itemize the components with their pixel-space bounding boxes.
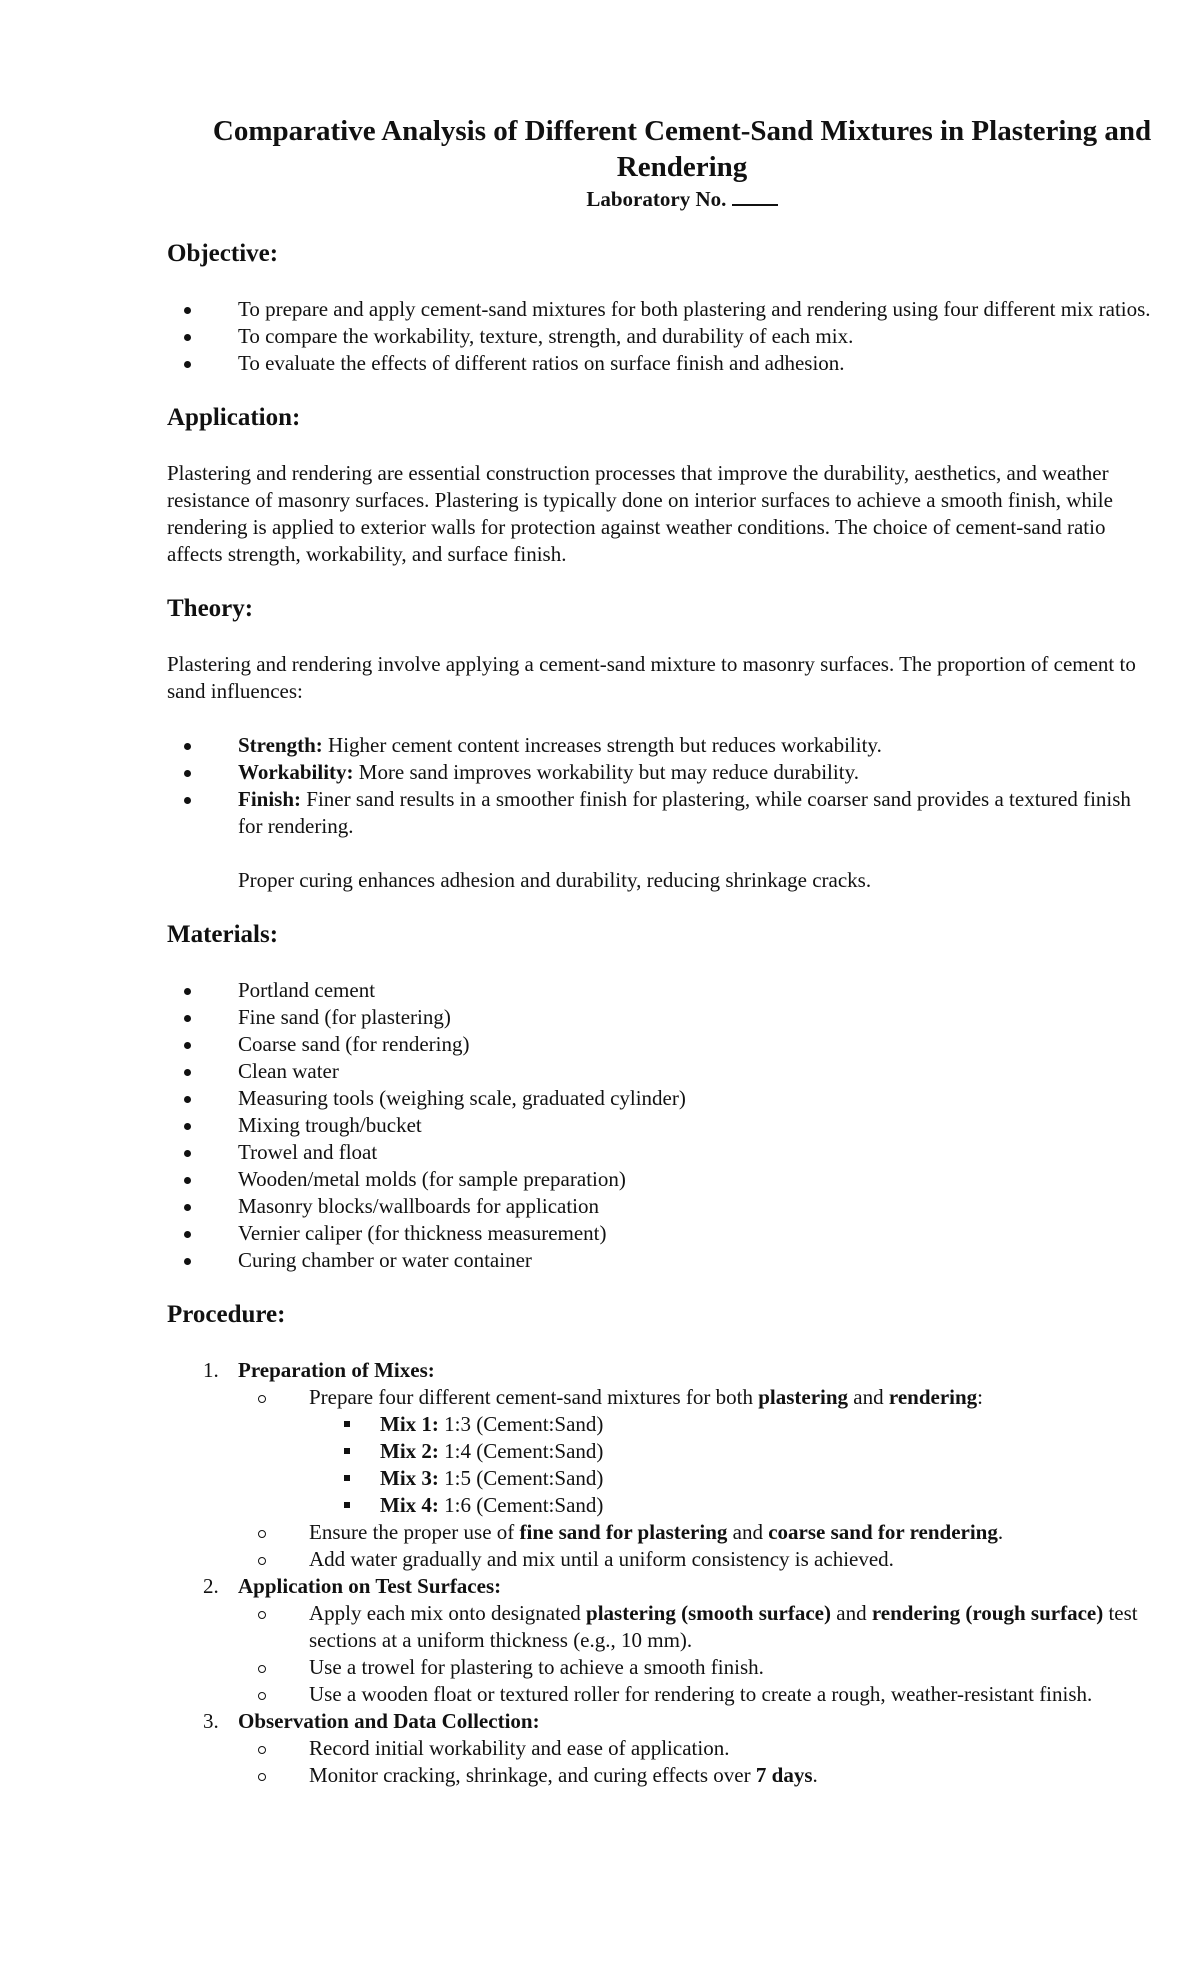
step-number: 1.	[203, 1358, 219, 1382]
substep-bold: coarse sand for rendering	[768, 1520, 998, 1544]
list-item: Portland cement	[167, 977, 1157, 1004]
list-item: Add water gradually and mix until a uniform consistency is achieved.	[238, 1546, 1157, 1573]
procedure-step	[167, 1573, 1157, 1708]
substep-bold: 7 days	[755, 1763, 813, 1787]
procedure-step	[167, 1708, 1157, 1789]
substep-text: Monitor cracking, shrinkage, and curing effects over	[309, 1763, 756, 1787]
application-text: Plastering and rendering are essential construction processes that improve the durability, aesthetics, and weather resistance of masonry surfaces. Plastering is typically done on interior surfaces to achieve a smooth finish, while rendering is applied to exterior walls for protection against weather conditions. The choice of cement-sand ratio affects strength, workability, and surface finish.	[167, 461, 1113, 566]
list-item: To compare the workability, texture, strength, and durability of each mix.	[167, 323, 1157, 350]
mix-label: Mix 3:	[380, 1466, 439, 1490]
substep-text: .	[997, 1520, 1004, 1544]
mix-label: Mix 4:	[380, 1493, 439, 1517]
list-item	[238, 1384, 1157, 1519]
mix-item	[309, 1492, 1157, 1519]
theory-term: Finish:	[238, 787, 302, 811]
list-item: To prepare and apply cement-sand mixtures for both plastering and rendering using four different mix ratios.	[167, 296, 1157, 323]
laboratory-number	[187, 186, 1177, 212]
theory-note: Proper curing enhances adhesion and durability, reducing shrinkage cracks.	[238, 868, 872, 892]
step-title: Observation and Data Collection:	[238, 1709, 540, 1733]
substep-text: and	[727, 1520, 769, 1544]
substep-bold: rendering (rough surface)	[871, 1601, 1104, 1625]
objective-heading: Objective:	[167, 240, 279, 267]
materials-list	[167, 977, 1157, 1274]
substep-bold: plastering	[758, 1385, 849, 1409]
substep-bold: rendering	[888, 1385, 978, 1409]
mix-label: Mix 2:	[380, 1439, 439, 1463]
substep-text: :	[977, 1385, 983, 1409]
list-item	[238, 1600, 1157, 1654]
list-item: Clean water	[167, 1058, 1157, 1085]
theory-text: Finer sand results in a smoother finish for plastering, while coarser sand provides a textured finish for rendering.	[238, 787, 1131, 838]
list-item	[167, 732, 1157, 759]
mix-list	[309, 1411, 1157, 1519]
step-title: Application on Test Surfaces:	[238, 1574, 502, 1598]
step-number: 3.	[203, 1709, 219, 1733]
step-substeps	[238, 1735, 1157, 1789]
theory-text: Higher cement content increases strength but reduces workability.	[322, 733, 882, 757]
substep-text: Prepare four different cement-sand mixtures for both	[309, 1385, 759, 1409]
laboratory-number-blank	[732, 186, 778, 206]
step-substeps	[238, 1384, 1157, 1573]
list-item: Record initial workability and ease of application.	[238, 1735, 1157, 1762]
mix-item	[309, 1411, 1157, 1438]
objective-list	[167, 296, 1157, 377]
mix-ratio: 1:4 (Cement:Sand)	[438, 1439, 604, 1463]
substep-text: Ensure the proper use of	[309, 1520, 520, 1544]
theory-intro: Plastering and rendering involve applying a cement-sand mixture to masonry surfaces. The proportion of cement to sand influences:	[167, 652, 1136, 703]
list-item: Vernier caliper (for thickness measurement)	[167, 1220, 1157, 1247]
step-number: 2.	[203, 1574, 219, 1598]
list-item: Trowel and float	[167, 1139, 1157, 1166]
list-item	[238, 1519, 1157, 1546]
theory-term: Workability:	[238, 760, 354, 784]
list-item: To evaluate the effects of different ratios on surface finish and adhesion.	[167, 350, 1157, 377]
mix-ratio: 1:6 (Cement:Sand)	[438, 1493, 604, 1517]
list-item	[167, 786, 1157, 840]
list-item: Measuring tools (weighing scale, graduated cylinder)	[167, 1085, 1157, 1112]
substep-text: Apply each mix onto designated	[309, 1601, 587, 1625]
step-substeps	[238, 1600, 1157, 1708]
mix-ratio: 1:3 (Cement:Sand)	[438, 1412, 604, 1436]
list-item: Fine sand (for plastering)	[167, 1004, 1157, 1031]
mix-item	[309, 1465, 1157, 1492]
materials-heading: Materials:	[167, 921, 279, 948]
document-page	[167, 0, 1157, 1789]
mix-ratio: 1:5 (Cement:Sand)	[438, 1466, 604, 1490]
list-item: Curing chamber or water container	[167, 1247, 1157, 1274]
substep-text: test sections at a uniform thickness (e.g., 10 mm).	[309, 1601, 1138, 1652]
laboratory-label: Laboratory No.	[586, 187, 727, 211]
theory-term: Strength:	[238, 733, 323, 757]
substep-text: and	[848, 1385, 889, 1409]
mix-item	[309, 1438, 1157, 1465]
substep-bold: fine sand for plastering	[519, 1520, 728, 1544]
list-item: Use a wooden float or textured roller for rendering to create a rough, weather-resistant finish.	[238, 1681, 1157, 1708]
substep-bold: plastering (smooth surface)	[586, 1601, 831, 1625]
substep-text: and	[831, 1601, 872, 1625]
theory-heading: Theory:	[167, 595, 254, 622]
theory-text: More sand improves workability but may reduce durability.	[353, 760, 859, 784]
document-title: Comparative Analysis of Different Cement-Sand Mixtures in Plastering and Rendering	[212, 115, 1152, 183]
list-item	[238, 1762, 1157, 1789]
list-item: Wooden/metal molds (for sample preparation)	[167, 1166, 1157, 1193]
mix-label: Mix 1:	[380, 1412, 439, 1436]
list-item: Coarse sand (for rendering)	[167, 1031, 1157, 1058]
application-heading: Application:	[167, 404, 301, 431]
procedure-step	[167, 1357, 1157, 1573]
step-title: Preparation of Mixes:	[238, 1358, 435, 1382]
substep-text: .	[812, 1763, 818, 1787]
procedure-list	[167, 1357, 1157, 1789]
list-item: Mixing trough/bucket	[167, 1112, 1157, 1139]
procedure-heading: Procedure:	[167, 1301, 286, 1328]
list-item	[167, 759, 1157, 786]
list-item: Use a trowel for plastering to achieve a smooth finish.	[238, 1654, 1157, 1681]
list-item: Masonry blocks/wallboards for application	[167, 1193, 1157, 1220]
theory-list	[167, 732, 1157, 840]
